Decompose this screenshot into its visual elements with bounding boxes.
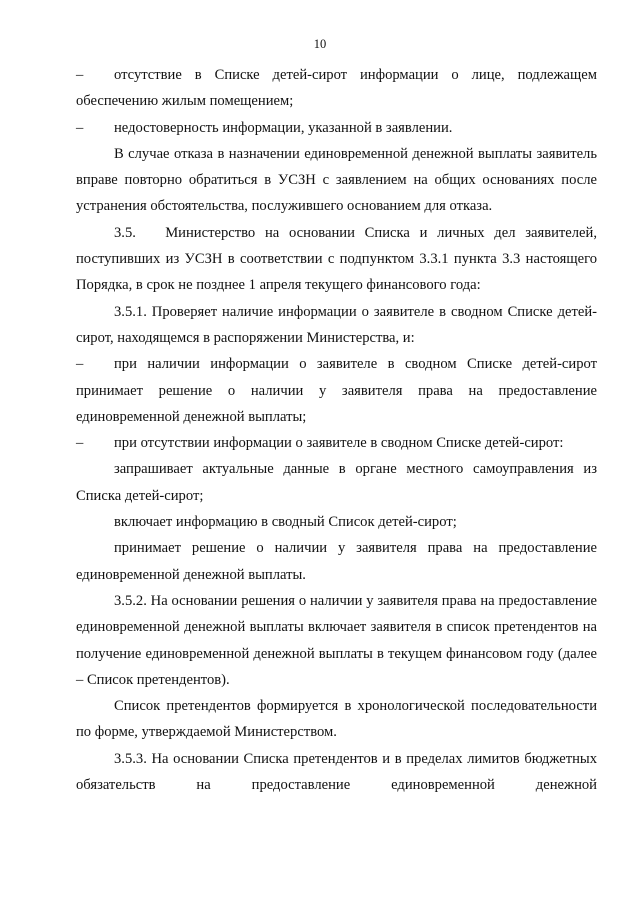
document-body <box>76 62 597 798</box>
dash-marker: – <box>76 67 84 83</box>
paragraph: запрашивает актуальные данные в органе местного самоуправления из Списка детей-сирот; <box>76 461 597 504</box>
paragraph-text: недостоверность информации, указанной в заявлении. <box>114 119 453 136</box>
dash-marker: – <box>76 356 84 373</box>
paragraph-text: при наличии информации о заявителе в сводном Списке детей-сирот принимает решение о наличии у заявителя права на предоставление единовременной денежной выплаты; <box>76 356 597 425</box>
bullet-paragraph <box>76 351 597 430</box>
bullet-paragraph <box>76 430 597 456</box>
paragraph-text: отсутствие в Списке детей-сирот информации о лице, подлежащем обеспечению жилым помещением; <box>76 67 597 110</box>
paragraph: включает информацию в сводный Список детей-сирот; <box>114 514 457 531</box>
paragraph: 3.5. Министерство на основании Списка и личных дел заявителей, поступивших из УСЗН в соответствии с подпунктом 3.3.1 пункта 3.3 настоящего Порядка, в срок не позднее 1 апреля текущего финансового года: <box>76 224 597 294</box>
paragraph: 3.5.2. На основании решения о наличии у заявителя права на предоставление единовременной денежной выплаты включает заявителя в список претендентов на получение единовременной денежной выплаты в текущем финансовом году (далее – Список претендентов). <box>76 592 597 688</box>
bullet-paragraph <box>76 62 597 115</box>
bullet-paragraph <box>76 115 597 141</box>
page-number: 10 <box>313 37 327 51</box>
paragraph: принимает решение о наличии у заявителя права на предоставление единовременной денежной выплаты. <box>76 540 597 583</box>
paragraph: 3.5.1. Проверяет наличие информации о заявителе в сводном Списке детей-сирот, находящемся в распоряжении Министерства, и: <box>76 303 597 346</box>
paragraph: Список претендентов формируется в хронологической последовательности по форме, утверждаемой Министерством. <box>76 698 597 741</box>
paragraph: В случае отказа в назначении единовременной денежной выплаты заявитель вправе повторно обратиться в УСЗН с заявлением на общих основаниях после устранения обстоятельства, послужившего основанием для отказа. <box>76 145 597 215</box>
paragraph-continues: 3.5.3. На основании Списка претендентов и в пределах лимитов бюджетных обязательств на предоставление единовременной денежной <box>76 750 597 794</box>
dash-marker: – <box>76 435 84 452</box>
dash-marker: – <box>76 119 84 136</box>
paragraph-text: при отсутствии информации о заявителе в сводном Списке детей-сирот: <box>114 435 564 452</box>
